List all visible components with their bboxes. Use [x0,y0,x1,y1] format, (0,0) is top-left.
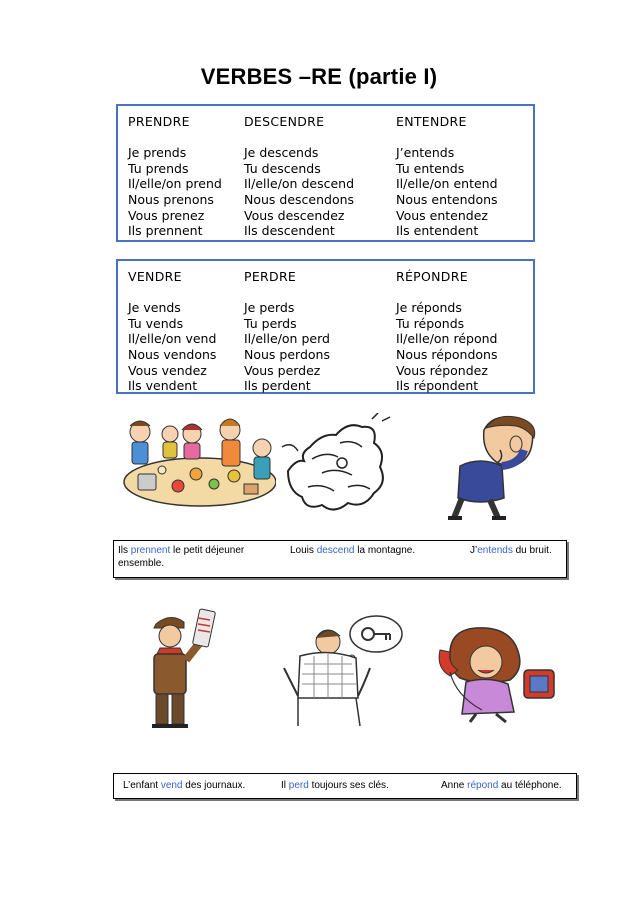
sentence [290,544,415,557]
highlighted-verb: perd [288,780,309,791]
verb-form: Ils perdent [244,378,311,394]
verb-form: Tu prends [128,160,189,176]
verb-form: Il/elle/on prend [128,176,222,192]
conjugation-box-2 [116,259,535,394]
sentence [441,779,562,792]
verb-form: Il/elle/on répond [396,331,498,347]
highlighted-verb: entends [477,545,513,556]
sentence-box-2 [113,773,577,799]
highlighted-verb: prennent [130,545,171,556]
verb-heading: RÉPONDRE [396,269,468,284]
verb-form: Nous descendons [244,191,355,207]
conjugation-column [128,114,222,239]
conjugation-column [244,114,354,239]
sentence [118,544,244,570]
sentence-text: Ils [118,545,131,556]
sentence-text: des journaux. [182,780,246,791]
verb-form: Tu entends [396,160,465,176]
verb-form: Ils prennent [128,223,203,239]
newspaper-boy-illustration [140,606,222,730]
verb-heading: DESCENDRE [244,114,325,129]
verb-form: Je prends [128,145,187,161]
verb-form: Tu perds [244,315,297,331]
highlighted-verb: descend [316,545,355,556]
sentence [123,779,245,792]
mountain-illustration [282,413,394,517]
conjugation-column [128,269,216,394]
sentence-text: toujours ses clés. [308,780,389,791]
verb-heading: VENDRE [128,269,182,284]
lost-keys-illustration [280,612,406,728]
verb-form: Ils entendent [396,223,479,239]
verb-heading: PERDRE [244,269,297,284]
verb-form: Nous perdons [244,346,330,362]
verb-form: Je réponds [396,300,462,316]
conjugation-column [396,269,497,394]
verb-form: Vous entendez [396,207,488,223]
verb-form: Je descends [244,145,319,161]
highlighted-verb: répond [467,780,499,791]
sentence-text: ensemble. [118,558,165,569]
verb-form: Je perds [244,300,295,316]
verb-form: J’entends [396,145,455,161]
verb-form: Je vends [128,300,181,316]
verb-heading: ENTENDRE [396,114,467,129]
sentence-text: la montagne. [354,545,416,556]
phone-girl-illustration [436,624,556,724]
sentence-text: au téléphone. [498,780,562,791]
sentence [281,779,389,792]
verb-form: Ils descendent [244,223,335,239]
verb-form: Tu descends [244,160,321,176]
verb-form: Il/elle/on descend [244,176,355,192]
verb-form: Il/elle/on perd [244,331,330,347]
verb-form: Tu réponds [396,315,465,331]
sentence [470,544,552,557]
verb-form: Vous perdez [244,362,321,378]
sentence-text: Il [281,780,289,791]
sentence-text: le petit déjeuner [170,545,245,556]
sentence-box-1 [113,540,567,578]
conjugation-column [396,114,498,239]
verb-heading: PRENDRE [128,114,190,129]
verb-form: Il/elle/on entend [396,176,498,192]
sentence-text: Louis [290,545,317,556]
verb-form: Ils vendent [128,378,198,394]
highlighted-verb: vend [160,780,183,791]
verb-form: Nous répondons [396,346,498,362]
listening-man-illustration [440,414,548,522]
verb-form: Nous vendons [128,346,217,362]
breakfast-illustration [118,412,276,508]
conjugation-column [244,269,330,394]
sentence-text: L’enfant [123,780,161,791]
verb-form: Nous entendons [396,191,498,207]
verb-form: Vous descendez [244,207,345,223]
verb-form: Il/elle/on vend [128,331,217,347]
page-title: VERBES –RE (partie I) [200,64,438,89]
verb-form: Ils répondent [396,378,479,394]
verb-form: Nous prenons [128,191,214,207]
sentence-text: du bruit. [512,545,552,556]
verb-form: Vous répondez [396,362,488,378]
sentence-text: J’ [470,545,478,556]
verb-form: Vous vendez [128,362,207,378]
conjugation-box-1 [116,104,535,242]
sentence-text: Anne [441,780,468,791]
verb-form: Tu vends [128,315,184,331]
verb-form: Vous prenez [128,207,205,223]
